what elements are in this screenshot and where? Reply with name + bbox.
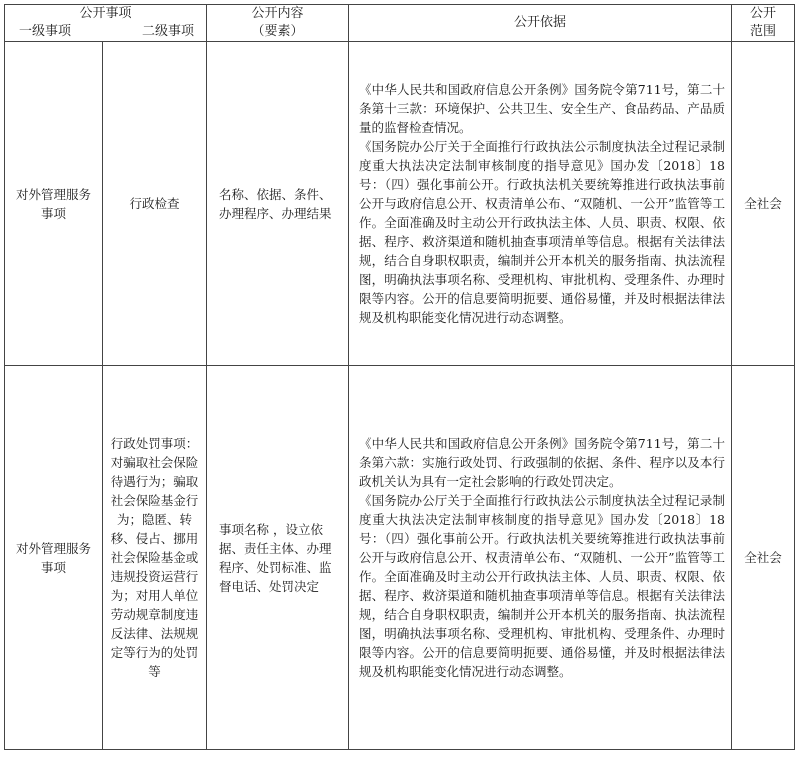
level1-text: 对外管理服务事项 <box>15 540 91 575</box>
header-public-item <box>5 5 207 42</box>
level2-text: 行政处罚事项：对骗取社会保险待遇行为；骗取社会保险基金行为；隐匿、转移、侵占、挪用社会保险基金或违规投资运营行为；对用人单位劳动规章制度违反法律、法规规定等行为的处罚等 <box>110 436 199 679</box>
basis-cell <box>349 366 732 750</box>
header-content-line1: 公开内容 <box>251 6 304 21</box>
level1-text: 对外管理服务事项 <box>15 186 91 221</box>
header-scope-line2: 范围 <box>749 24 776 39</box>
header-public-item-label: 公开事项 <box>79 6 132 21</box>
scope-cell: 全社会 <box>732 42 795 366</box>
header-basis: 公开依据 <box>349 5 732 42</box>
basis-paragraph: 《国务院办公厅关于全面推行行政执法公示制度执法全过程记录制度重大执法决定法制审核制度的指导意见》国办发〔2018〕18号：（四）强化事前公开。行政执法机关要统筹推进行政执法事前公开与政府信息公开、权责清单公布、“双随机、一公开”监管等工作。全面准确及时主动公开行政执法主体、人员、职责、权限、依据、程序、救济渠道和随机抽查事项清单等信息。根据有关法律法规，结合自身职权职责，编制并公开本机关的服务指南、执法流程图，明确执法事项名称、受理机构、审批机构、受理条件、办理时限等内容。公开的信息要简明扼要、通俗易懂，并及时根据法律法规及机构职能变化情况进行动态调整。 <box>359 139 725 325</box>
level2-cell <box>103 366 207 750</box>
level1-cell <box>5 42 103 366</box>
content-cell <box>207 366 349 750</box>
header-content <box>207 5 349 42</box>
basis-paragraph: 《国务院办公厅关于全面推行行政执法公示制度执法全过程记录制度重大执法决定法制审核制度的指导意见》国办发〔2018〕18号：（四）强化事前公开。行政执法机关要统筹推进行政执法事前公开与政府信息公开、权责清单公布、“双随机、一公开”监管等工作。全面准确及时主动公开行政执法主体、人员、职责、权限、依据、程序、救济渠道和随机抽查事项清单等信息。根据有关法律法规，结合自身职权职责，编制并公开本机关的服务指南、执法流程图，明确执法事项名称、受理机构、审批机构、受理条件、办理时限等内容。公开的信息要简明扼要、通俗易懂，并及时根据法律法规及机构职能变化情况进行动态调整。 <box>359 493 725 679</box>
basis-cell <box>349 42 732 366</box>
table-row <box>5 42 795 366</box>
basis-paragraph: 《中华人民共和国政府信息公开条例》国务院令第711号，第二十条第十三款：环境保护、公共卫生、安全生产、食品药品、产品质量的监督检查情况。 <box>359 82 725 135</box>
table-row <box>5 366 795 750</box>
level1-cell <box>5 366 103 750</box>
content-text: 名称、依据、条件、办理程序、办理结果 <box>219 186 332 221</box>
header-level2: 二级事项 <box>141 24 194 39</box>
header-sub-labels <box>5 23 206 41</box>
header-level1: 一级事项 <box>19 24 72 39</box>
level2-cell: 行政检查 <box>103 42 207 366</box>
header-scope-line1: 公开 <box>749 6 776 21</box>
header-scope <box>732 5 795 42</box>
disclosure-table <box>4 4 795 750</box>
basis-paragraph: 《中华人民共和国政府信息公开条例》国务院令第711号，第二十条第六款：实施行政处罚、行政强制的依据、条件、程序以及本行政机关认为具有一定社会影响的行政处罚决定。 <box>359 436 725 489</box>
header-content-line2: （要素） <box>251 24 304 39</box>
content-cell <box>207 42 349 366</box>
header-row <box>5 5 795 42</box>
content-text: 事项名称 ，设立依据、责任主体、办理程序、处罚标准、监督电话、处罚决定 <box>219 521 332 594</box>
scope-cell: 全社会 <box>732 366 795 750</box>
